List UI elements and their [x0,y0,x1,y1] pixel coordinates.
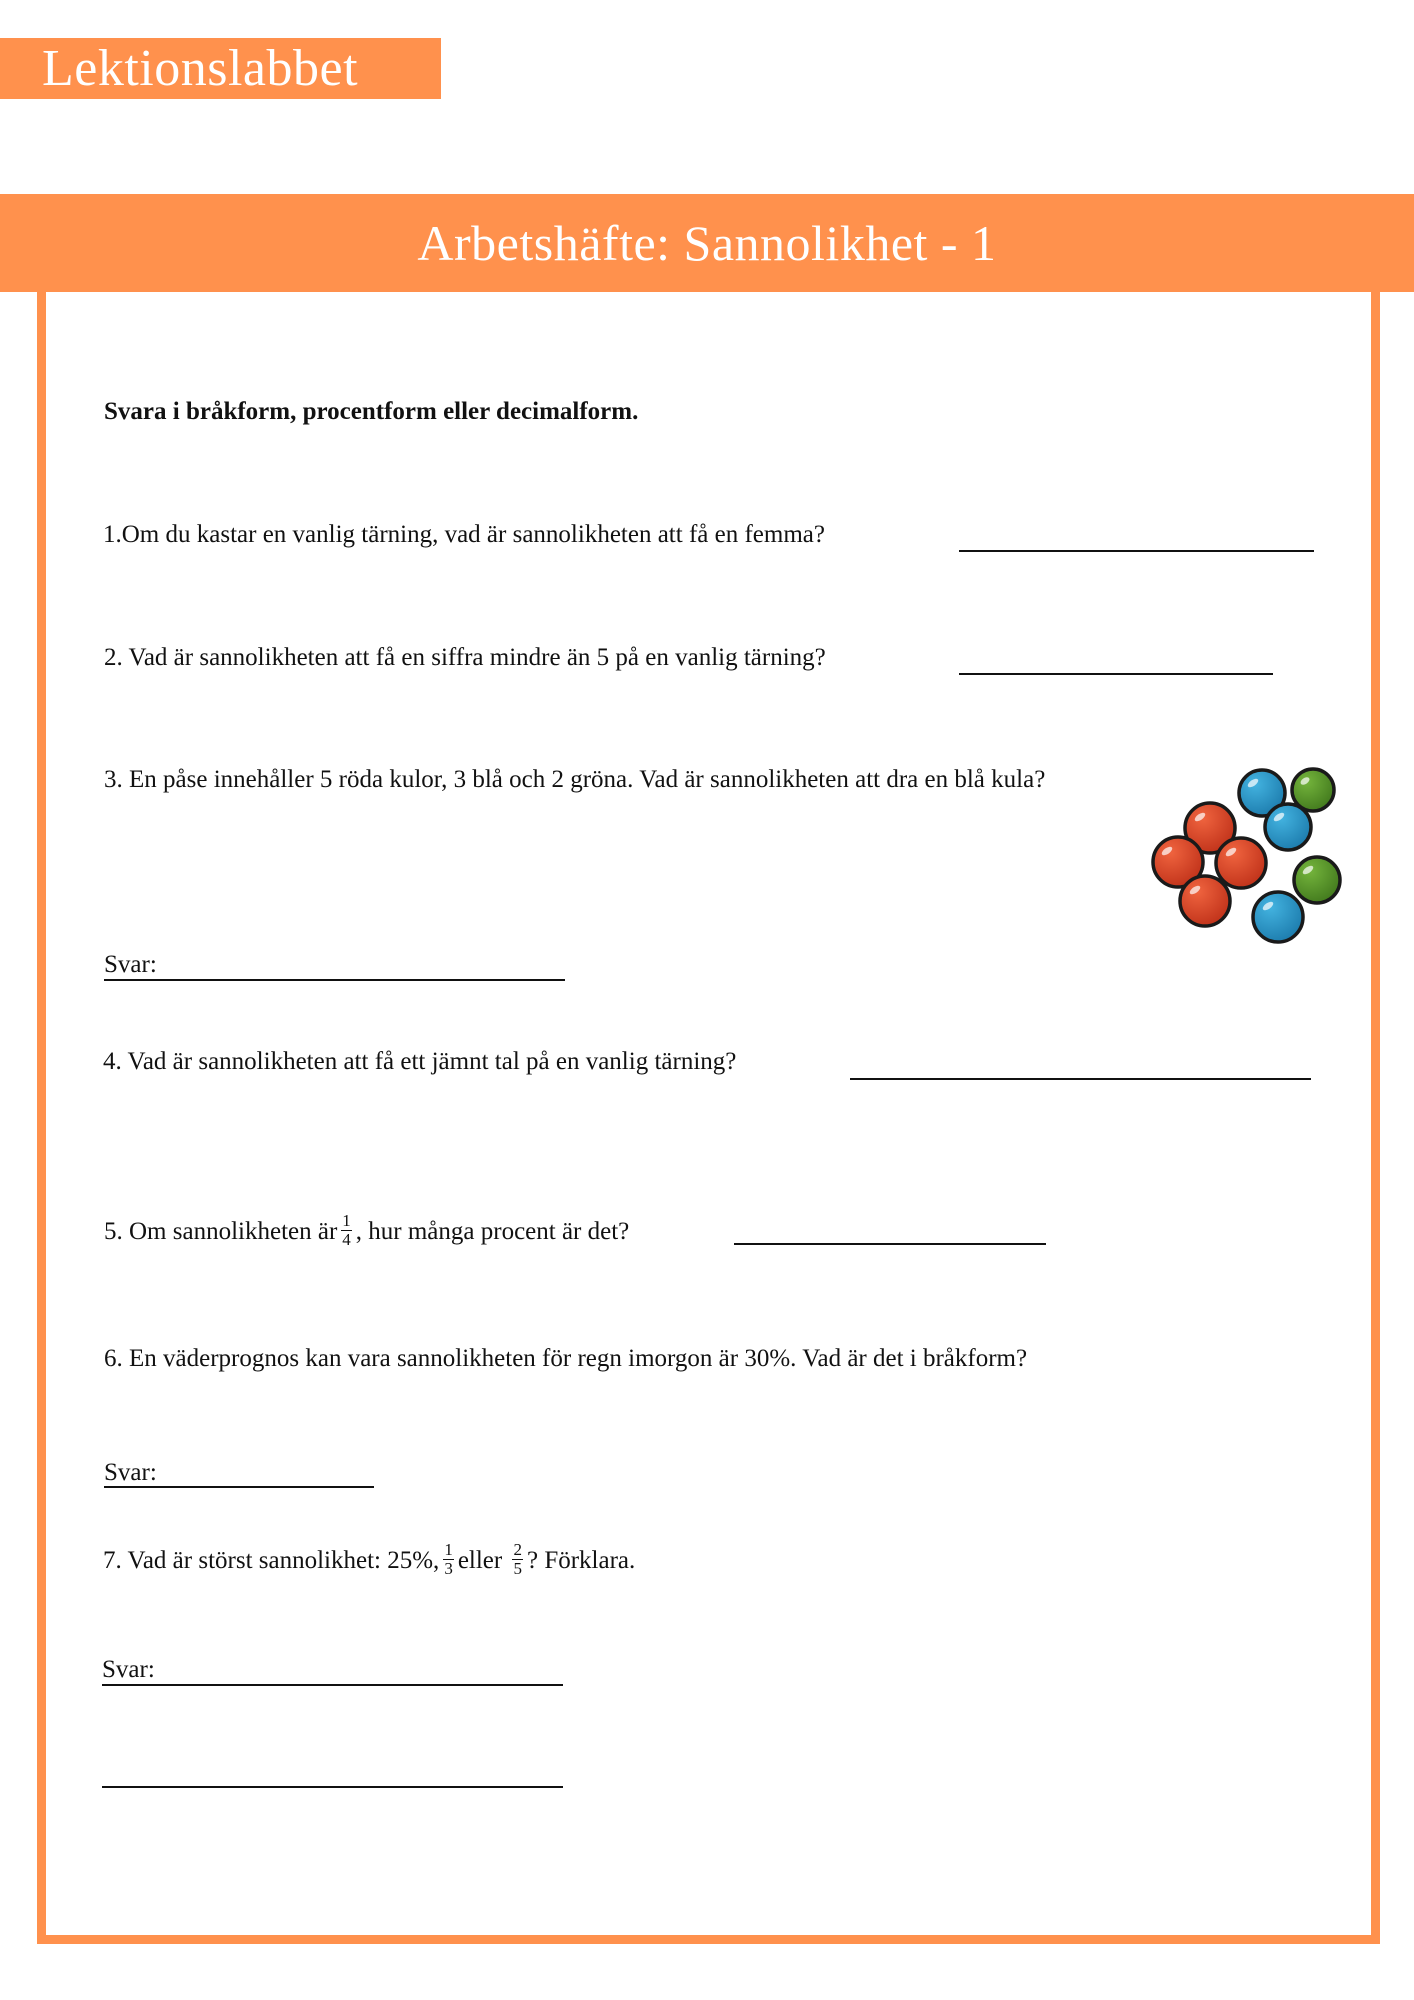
fraction-numerator: 1 [444,1540,453,1559]
fraction-denominator: 5 [513,1559,522,1578]
question-6-answer-label: Svar: [104,1459,157,1486]
marble-blue [1253,892,1303,942]
page-title-banner [0,194,1414,292]
fraction-denominator: 4 [342,1230,351,1249]
page-title: Arbetshäfte: Sannolikhet - 1 [417,215,997,271]
question-1-text: 1.Om du kastar en vanlig tärning, vad är sannolikheten att få en femma? [103,521,825,548]
question-5-text-after: , hur många procent är det? [355,1218,630,1246]
question-3-answer-line[interactable] [104,979,565,981]
fraction-one-quarter [341,1212,352,1249]
question-7-text [103,1540,636,1581]
question-4-answer-line[interactable] [850,1078,1311,1080]
question-2-text: 2. Vad är sannolikheten att få en siffra mindre än 5 på en vanlig tärning? [104,644,826,671]
fraction-numerator: 2 [513,1540,522,1559]
question-6-answer-line[interactable] [104,1486,374,1488]
marble-red [1216,838,1266,888]
question-5-answer-line[interactable] [734,1243,1046,1245]
marble-red [1180,876,1230,926]
question-3-answer-label: Svar: [104,951,157,978]
question-4-text: 4. Vad är sannolikheten att få ett jämnt tal på en vanlig tärning? [103,1048,737,1075]
question-6-text: 6. En väderprognos kan vara sannolikheten för regn imorgon är 30%. Vad är det i bråkform? [104,1345,1028,1372]
question-5-text-before: 5. Om sannolikheten är [104,1218,338,1246]
question-7-text-before: 7. Vad är störst sannolikhet: 25%, [103,1547,440,1575]
marbles-icon [1145,762,1350,957]
question-7-text-after: ? Förklara. [526,1547,636,1575]
marble-blue [1265,804,1311,850]
question-7-answer-line[interactable] [102,1684,563,1686]
question-3-text: 3. En påse innehåller 5 röda kulor, 3 blå och 2 gröna. Vad är sannolikheten att dra en blå kula? [104,766,1046,793]
question-5-text [104,1211,630,1252]
brand-logo: Lektionslabbet [0,38,441,99]
question-2-answer-line[interactable] [959,673,1273,675]
fraction-one-third [443,1541,454,1578]
fraction-numerator: 1 [342,1211,351,1230]
question-7-text-middle: eller [457,1547,503,1575]
marble-green [1294,857,1340,903]
fraction-two-fifths [512,1541,523,1578]
instruction-text: Svara i bråkform, procentform eller decimalform. [104,398,639,425]
question-1-answer-line[interactable] [959,550,1314,552]
question-7-answer-line-2[interactable] [102,1786,563,1788]
question-7-answer-label: Svar: [102,1656,155,1683]
fraction-denominator: 3 [444,1559,453,1578]
